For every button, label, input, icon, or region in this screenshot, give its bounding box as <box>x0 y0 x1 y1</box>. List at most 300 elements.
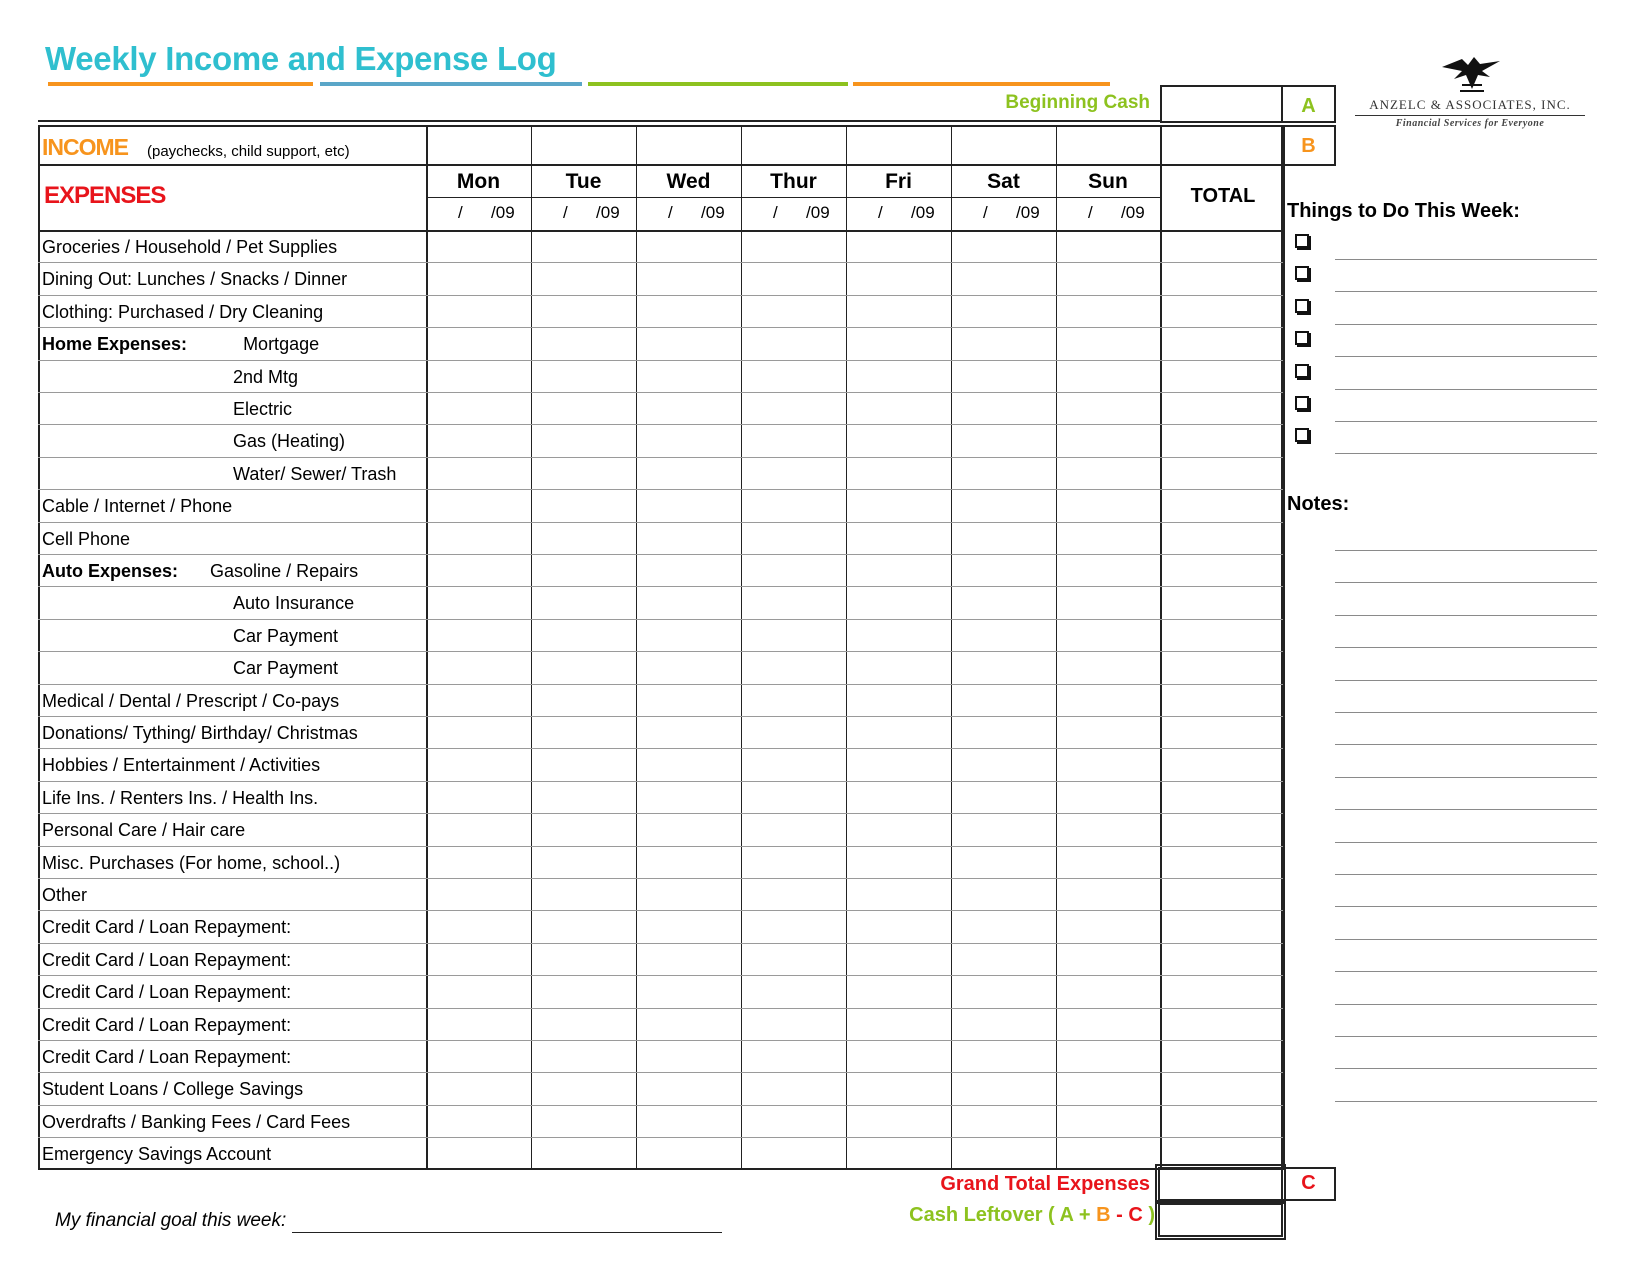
expense-cell[interactable] <box>638 426 739 454</box>
expense-cell[interactable] <box>1058 297 1158 325</box>
todo-checkbox[interactable] <box>1295 364 1309 378</box>
expense-cell[interactable] <box>1162 1107 1281 1135</box>
expense-cell[interactable] <box>1162 977 1281 1005</box>
expense-cell[interactable] <box>1058 945 1158 973</box>
expense-cell[interactable] <box>1058 1107 1158 1135</box>
expense-cell[interactable] <box>428 783 529 811</box>
expense-cell[interactable] <box>953 621 1054 649</box>
expense-cell[interactable] <box>848 783 949 811</box>
expense-cell[interactable] <box>1162 718 1281 746</box>
expense-cell[interactable] <box>953 426 1054 454</box>
expense-cell[interactable] <box>848 297 949 325</box>
expense-cell[interactable] <box>743 329 844 357</box>
expense-cell[interactable] <box>743 815 844 843</box>
expense-cell[interactable] <box>428 945 529 973</box>
financial-goal-field[interactable] <box>292 1232 722 1233</box>
expense-cell[interactable] <box>1058 718 1158 746</box>
todo-line[interactable] <box>1335 324 1597 325</box>
expense-cell[interactable] <box>1058 329 1158 357</box>
expense-cell[interactable] <box>533 459 634 487</box>
expense-cell[interactable] <box>953 653 1054 681</box>
expense-cell[interactable] <box>638 621 739 649</box>
expense-cell[interactable] <box>743 880 844 908</box>
day-header-tue: Tue <box>565 170 602 193</box>
expense-cell[interactable] <box>1162 621 1281 649</box>
row-rule <box>38 943 1283 944</box>
todo-line[interactable] <box>1335 453 1597 454</box>
expense-cell[interactable] <box>743 264 844 292</box>
expense-cell[interactable] <box>1162 686 1281 714</box>
notes-line[interactable] <box>1335 874 1597 875</box>
expense-cell[interactable] <box>428 880 529 908</box>
expense-cell[interactable] <box>953 718 1054 746</box>
title-bar-orange <box>853 82 1110 86</box>
expense-cell[interactable] <box>743 1107 844 1135</box>
grand-total-field[interactable] <box>1158 1167 1283 1201</box>
expense-cell[interactable] <box>743 362 844 390</box>
expense-cell[interactable] <box>428 556 529 584</box>
expense-cell[interactable] <box>428 1107 529 1135</box>
notes-line[interactable] <box>1335 1004 1597 1005</box>
expense-cell[interactable] <box>638 588 739 616</box>
expense-cell[interactable] <box>743 1042 844 1070</box>
expense-cell[interactable] <box>743 848 844 876</box>
expense-cell[interactable] <box>428 588 529 616</box>
expense-cell[interactable] <box>848 524 949 552</box>
expense-cell[interactable] <box>428 1074 529 1102</box>
expense-cell[interactable] <box>533 912 634 940</box>
expense-cell[interactable] <box>638 653 739 681</box>
notes-line[interactable] <box>1335 809 1597 810</box>
expense-cell[interactable] <box>1058 556 1158 584</box>
expense-cell[interactable] <box>533 1074 634 1102</box>
expense-cell[interactable] <box>1058 1139 1158 1167</box>
expense-cell[interactable] <box>533 945 634 973</box>
todo-line[interactable] <box>1335 389 1597 390</box>
expense-cell[interactable] <box>743 524 844 552</box>
expense-cell[interactable] <box>428 621 529 649</box>
expense-cell[interactable] <box>1162 912 1281 940</box>
expense-cell[interactable] <box>638 1107 739 1135</box>
expense-cell[interactable] <box>533 556 634 584</box>
expense-row-label: Credit Card / Loan Repayment: <box>42 1047 292 1067</box>
income-cell[interactable] <box>428 127 529 164</box>
expense-cell[interactable] <box>638 1074 739 1102</box>
expense-cell[interactable] <box>428 1042 529 1070</box>
expense-cell[interactable] <box>743 750 844 778</box>
expense-cell[interactable] <box>743 686 844 714</box>
notes-line[interactable] <box>1335 777 1597 778</box>
expense-cell[interactable] <box>1162 232 1281 260</box>
expense-cell[interactable] <box>1162 297 1281 325</box>
expense-cell[interactable] <box>533 815 634 843</box>
expense-cell[interactable] <box>1162 459 1281 487</box>
expense-cell[interactable] <box>953 1042 1054 1070</box>
expense-cell[interactable] <box>953 977 1054 1005</box>
expense-cell[interactable] <box>953 1074 1054 1102</box>
expense-cell[interactable] <box>1058 394 1158 422</box>
day-date-fri: / /09 <box>878 203 935 222</box>
expense-cell[interactable] <box>428 459 529 487</box>
expense-cell[interactable] <box>1162 653 1281 681</box>
expense-cell[interactable] <box>848 977 949 1005</box>
notes-line[interactable] <box>1335 1036 1597 1037</box>
expense-cell[interactable] <box>848 621 949 649</box>
notes-line[interactable] <box>1335 906 1597 907</box>
expense-row-label <box>42 561 358 582</box>
expense-cell[interactable] <box>953 297 1054 325</box>
expense-cell[interactable] <box>848 848 949 876</box>
expense-cell[interactable] <box>848 1010 949 1038</box>
expense-cell[interactable] <box>1162 783 1281 811</box>
expense-cell[interactable] <box>638 329 739 357</box>
income-cell[interactable] <box>1162 127 1281 164</box>
expense-cell[interactable] <box>1162 1010 1281 1038</box>
expense-cell[interactable] <box>953 232 1054 260</box>
expense-cell[interactable] <box>1162 524 1281 552</box>
expense-cell[interactable] <box>848 750 949 778</box>
expense-cell[interactable] <box>953 491 1054 519</box>
expense-cell[interactable] <box>638 977 739 1005</box>
expense-cell[interactable] <box>533 264 634 292</box>
expense-cell[interactable] <box>953 912 1054 940</box>
row-rule <box>38 846 1283 847</box>
expense-cell[interactable] <box>1162 848 1281 876</box>
expense-cell[interactable] <box>743 459 844 487</box>
expense-cell[interactable] <box>743 912 844 940</box>
expense-row-label: Student Loans / College Savings <box>42 1079 304 1100</box>
expense-cell[interactable] <box>1162 815 1281 843</box>
expense-cell[interactable] <box>533 1107 634 1135</box>
todo-line[interactable] <box>1335 421 1597 422</box>
expense-cell[interactable] <box>743 718 844 746</box>
notes-line[interactable] <box>1335 744 1597 745</box>
expense-cell[interactable] <box>533 783 634 811</box>
expense-cell[interactable] <box>1162 1139 1281 1167</box>
notes-line[interactable] <box>1335 615 1597 616</box>
expense-cell[interactable] <box>1058 653 1158 681</box>
expense-cell[interactable] <box>533 848 634 876</box>
row-rule <box>38 813 1283 814</box>
expense-cell[interactable] <box>428 912 529 940</box>
expense-cell[interactable] <box>743 945 844 973</box>
expense-cell[interactable] <box>533 1010 634 1038</box>
expense-cell[interactable] <box>638 815 739 843</box>
income-cell[interactable] <box>953 127 1054 164</box>
expense-cell[interactable] <box>743 297 844 325</box>
expense-cell[interactable] <box>743 621 844 649</box>
expense-cell[interactable] <box>533 426 634 454</box>
expense-cell[interactable] <box>1162 426 1281 454</box>
todo-checkbox[interactable] <box>1295 299 1309 313</box>
expense-cell[interactable] <box>743 556 844 584</box>
income-cell[interactable] <box>743 127 844 164</box>
expense-cell[interactable] <box>743 232 844 260</box>
expense-cell[interactable] <box>533 686 634 714</box>
expense-cell[interactable] <box>953 1139 1054 1167</box>
expense-cell[interactable] <box>638 912 739 940</box>
expense-cell[interactable] <box>533 977 634 1005</box>
day-date-wed: / /09 <box>668 203 725 222</box>
expense-cell[interactable] <box>1058 912 1158 940</box>
expense-cell[interactable] <box>1162 264 1281 292</box>
expense-cell[interactable] <box>638 718 739 746</box>
expense-cell[interactable] <box>638 1139 739 1167</box>
expense-cell[interactable] <box>1162 945 1281 973</box>
expense-cell[interactable] <box>743 783 844 811</box>
expense-cell[interactable] <box>638 848 739 876</box>
todo-checkbox[interactable] <box>1295 234 1309 248</box>
expense-cell[interactable] <box>533 232 634 260</box>
expense-cell[interactable] <box>428 1010 529 1038</box>
expense-cell[interactable] <box>533 524 634 552</box>
expense-cell[interactable] <box>1162 394 1281 422</box>
expense-cell[interactable] <box>428 491 529 519</box>
expense-cell[interactable] <box>428 815 529 843</box>
expense-cell[interactable] <box>1162 880 1281 908</box>
expense-cell[interactable] <box>953 588 1054 616</box>
expense-cell[interactable] <box>848 426 949 454</box>
income-cell[interactable] <box>533 127 634 164</box>
expense-cell[interactable] <box>743 1010 844 1038</box>
expense-cell[interactable] <box>848 880 949 908</box>
expense-cell[interactable] <box>953 815 1054 843</box>
notes-line[interactable] <box>1335 680 1597 681</box>
row-rule <box>38 1072 1283 1073</box>
expense-cell[interactable] <box>743 977 844 1005</box>
expense-cell[interactable] <box>848 556 949 584</box>
expense-cell[interactable] <box>638 264 739 292</box>
expense-cell[interactable] <box>428 297 529 325</box>
expense-cell[interactable] <box>428 686 529 714</box>
expense-cell[interactable] <box>638 362 739 390</box>
beginning-cash-field[interactable] <box>1160 85 1283 123</box>
expense-cell[interactable] <box>533 1139 634 1167</box>
expense-cell[interactable] <box>1058 848 1158 876</box>
expense-cell[interactable] <box>953 783 1054 811</box>
expense-cell[interactable] <box>1058 426 1158 454</box>
expense-cell[interactable] <box>428 394 529 422</box>
expense-cell[interactable] <box>1058 1074 1158 1102</box>
expense-cell[interactable] <box>533 362 634 390</box>
expense-cell[interactable] <box>848 588 949 616</box>
day-header-sun: Sun <box>1088 170 1128 193</box>
expense-cell[interactable] <box>1162 362 1281 390</box>
income-cell[interactable] <box>1058 127 1158 164</box>
expense-cell[interactable] <box>953 394 1054 422</box>
expense-cell[interactable] <box>428 1139 529 1167</box>
expense-cell[interactable] <box>638 1042 739 1070</box>
expense-cell[interactable] <box>1058 459 1158 487</box>
expense-cell[interactable] <box>848 1042 949 1070</box>
expense-cell[interactable] <box>428 362 529 390</box>
expense-cell[interactable] <box>1058 977 1158 1005</box>
expense-cell[interactable] <box>953 556 1054 584</box>
expense-cell[interactable] <box>1058 1010 1158 1038</box>
expense-cell[interactable] <box>743 491 844 519</box>
expense-cell[interactable] <box>428 653 529 681</box>
notes-line[interactable] <box>1335 842 1597 843</box>
expense-cell[interactable] <box>1162 588 1281 616</box>
expense-cell[interactable] <box>428 848 529 876</box>
expense-cell[interactable] <box>428 524 529 552</box>
expense-cell[interactable] <box>428 232 529 260</box>
notes-line[interactable] <box>1335 550 1597 551</box>
expense-cell[interactable] <box>1058 815 1158 843</box>
expense-cell[interactable] <box>848 718 949 746</box>
expense-cell[interactable] <box>533 880 634 908</box>
expense-cell[interactable] <box>533 491 634 519</box>
expense-cell[interactable] <box>533 621 634 649</box>
expense-cell[interactable] <box>953 1107 1054 1135</box>
expense-cell[interactable] <box>953 880 1054 908</box>
expense-cell[interactable] <box>953 1010 1054 1038</box>
todo-checkbox[interactable] <box>1295 331 1309 345</box>
expense-cell[interactable] <box>533 297 634 325</box>
expense-cell[interactable] <box>638 750 739 778</box>
expense-cell[interactable] <box>743 1074 844 1102</box>
expense-cell[interactable] <box>428 977 529 1005</box>
todo-checkbox[interactable] <box>1295 396 1309 410</box>
expense-cell[interactable] <box>638 1010 739 1038</box>
expense-cell[interactable] <box>848 394 949 422</box>
expense-cell[interactable] <box>848 329 949 357</box>
letter-a: A <box>1301 95 1316 117</box>
expense-cell[interactable] <box>848 1107 949 1135</box>
expense-cell[interactable] <box>638 783 739 811</box>
expense-cell[interactable] <box>1162 556 1281 584</box>
todo-checkbox[interactable] <box>1295 266 1309 280</box>
expense-cell[interactable] <box>848 1139 949 1167</box>
expense-cell[interactable] <box>533 653 634 681</box>
expense-cell[interactable] <box>1058 686 1158 714</box>
expense-cell[interactable] <box>533 394 634 422</box>
income-cell[interactable] <box>638 127 739 164</box>
expense-cell[interactable] <box>953 945 1054 973</box>
expense-cell[interactable] <box>848 815 949 843</box>
expense-cell[interactable] <box>848 232 949 260</box>
expense-cell[interactable] <box>428 750 529 778</box>
expense-cell[interactable] <box>638 297 739 325</box>
expense-cell[interactable] <box>953 459 1054 487</box>
notes-line[interactable] <box>1335 939 1597 940</box>
expense-cell[interactable] <box>848 459 949 487</box>
expense-cell[interactable] <box>743 653 844 681</box>
expense-cell[interactable] <box>638 524 739 552</box>
expense-cell[interactable] <box>1058 1042 1158 1070</box>
expense-cell[interactable] <box>638 459 739 487</box>
expense-cell[interactable] <box>1162 329 1281 357</box>
expense-cell[interactable] <box>743 426 844 454</box>
expense-cell[interactable] <box>428 718 529 746</box>
notes-line[interactable] <box>1335 712 1597 713</box>
expense-cell[interactable] <box>953 329 1054 357</box>
expense-cell[interactable] <box>848 912 949 940</box>
expense-cell[interactable] <box>743 1139 844 1167</box>
todo-line[interactable] <box>1335 291 1597 292</box>
day-header-wed: Wed <box>666 170 711 193</box>
expense-cell[interactable] <box>953 362 1054 390</box>
expense-row-label: Credit Card / Loan Repayment: <box>42 949 292 970</box>
cash-leftover-b: B <box>1096 1204 1111 1226</box>
todo-checkbox[interactable] <box>1295 428 1309 442</box>
expense-cell[interactable] <box>1162 750 1281 778</box>
expense-cell[interactable] <box>953 750 1054 778</box>
expense-cell[interactable] <box>953 686 1054 714</box>
expense-cell[interactable] <box>1058 621 1158 649</box>
expense-cell[interactable] <box>1058 783 1158 811</box>
notes-line[interactable] <box>1335 647 1597 648</box>
expense-cell[interactable] <box>848 1074 949 1102</box>
row-rule <box>38 392 1283 393</box>
expense-cell[interactable] <box>638 945 739 973</box>
expense-cell[interactable] <box>1058 232 1158 260</box>
notes-line[interactable] <box>1335 1101 1597 1102</box>
expense-cell[interactable] <box>1058 264 1158 292</box>
expense-cell[interactable] <box>1058 750 1158 778</box>
expense-cell[interactable] <box>638 686 739 714</box>
income-cell[interactable] <box>848 127 949 164</box>
cash-leftover-field[interactable] <box>1158 1203 1283 1237</box>
expense-cell[interactable] <box>1058 524 1158 552</box>
expense-cell[interactable] <box>638 491 739 519</box>
title-bar-green <box>588 82 848 86</box>
notes-line[interactable] <box>1335 1068 1597 1069</box>
notes-line[interactable] <box>1335 971 1597 972</box>
expense-cell[interactable] <box>638 394 739 422</box>
expense-cell[interactable] <box>1058 491 1158 519</box>
todo-line[interactable] <box>1335 259 1597 260</box>
expense-cell[interactable] <box>638 556 739 584</box>
expense-cell[interactable] <box>428 329 529 357</box>
cash-leftover-label <box>850 1204 1155 1227</box>
expense-cell[interactable] <box>428 264 529 292</box>
expense-cell[interactable] <box>533 329 634 357</box>
expense-cell[interactable] <box>848 945 949 973</box>
expense-cell[interactable] <box>1058 880 1158 908</box>
expense-cell[interactable] <box>1162 1042 1281 1070</box>
expense-cell[interactable] <box>743 394 844 422</box>
expense-cell[interactable] <box>953 524 1054 552</box>
expense-cell[interactable] <box>1162 491 1281 519</box>
expense-cell[interactable] <box>1162 1074 1281 1102</box>
expense-cell[interactable] <box>743 588 844 616</box>
letter-b: B <box>1301 135 1316 157</box>
expense-cell[interactable] <box>1058 588 1158 616</box>
expense-cell[interactable] <box>848 653 949 681</box>
expense-row-label: Misc. Purchases (For home, school..) <box>42 852 341 873</box>
expense-cell[interactable] <box>953 264 1054 292</box>
expense-cell[interactable] <box>533 588 634 616</box>
expense-cell[interactable] <box>638 232 739 260</box>
expense-row-label: Medical / Dental / Prescript / Co-pays <box>42 690 340 711</box>
expense-cell[interactable] <box>533 1042 634 1070</box>
expense-cell[interactable] <box>848 362 949 390</box>
expense-cell[interactable] <box>848 264 949 292</box>
todo-line[interactable] <box>1335 356 1597 357</box>
expense-cell[interactable] <box>533 750 634 778</box>
expense-cell[interactable] <box>848 686 949 714</box>
notes-line[interactable] <box>1335 582 1597 583</box>
expense-cell[interactable] <box>1058 362 1158 390</box>
expense-cell[interactable] <box>953 848 1054 876</box>
expense-cell[interactable] <box>638 880 739 908</box>
letter-c-cell <box>1281 1167 1336 1201</box>
expense-cell[interactable] <box>533 718 634 746</box>
expense-row-label: Hobbies / Entertainment / Activities <box>42 755 321 776</box>
expense-cell[interactable] <box>428 426 529 454</box>
expense-cell[interactable] <box>848 491 949 519</box>
